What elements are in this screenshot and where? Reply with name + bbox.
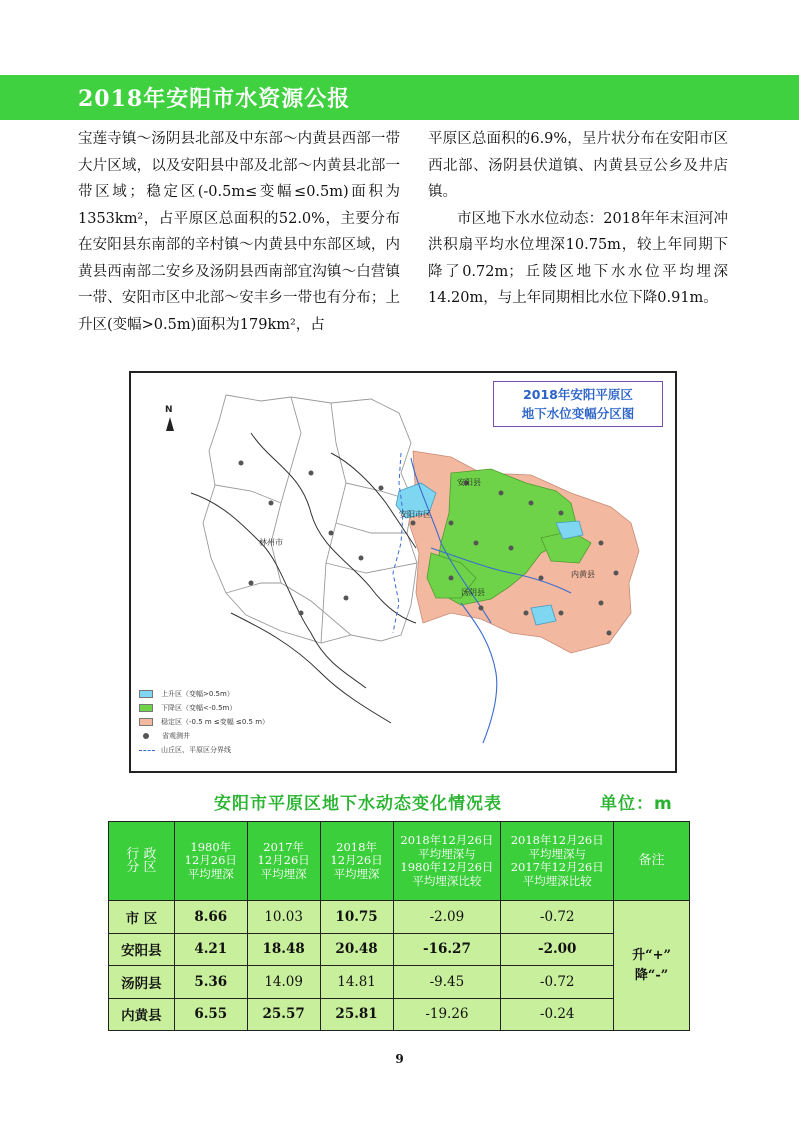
cell-region: 安阳县 bbox=[109, 933, 175, 966]
legend-item-fall bbox=[139, 701, 301, 715]
cell-value: 14.09 bbox=[247, 966, 320, 999]
table-row bbox=[109, 933, 690, 966]
groundwater-map bbox=[129, 371, 677, 773]
cell-value: 8.66 bbox=[174, 901, 247, 934]
cell-value: 14.81 bbox=[320, 966, 393, 999]
page-title: 2018年安阳市水资源公报 bbox=[78, 86, 351, 112]
paragraph: 市区地下水水位动态：2018年年末洹河冲洪积扇平均水位埋深10.75m，较上年同期下降了0.72m；丘陵区地下水水位平均埋深14.20m，与上年同期相比水位下降0.91m。 bbox=[428, 210, 728, 306]
cell-region: 市 区 bbox=[109, 901, 175, 934]
table-row bbox=[109, 901, 690, 934]
legend-item-boundary bbox=[139, 743, 301, 757]
north-arrow-shape bbox=[166, 417, 174, 431]
cell-region: 汤阴县 bbox=[109, 966, 175, 999]
legend-swatch bbox=[139, 718, 153, 726]
table-unit: 单位：m bbox=[600, 794, 673, 814]
cell-value: 25.81 bbox=[320, 998, 393, 1031]
cell-value: -16.27 bbox=[393, 933, 501, 966]
text-column-right bbox=[428, 126, 728, 312]
column-header: 1980年 12月26日 平均埋深 bbox=[174, 822, 247, 901]
remark-line: 降“-” bbox=[634, 967, 669, 983]
table-row bbox=[109, 998, 690, 1031]
cell-value: -2.00 bbox=[501, 933, 614, 966]
cell-value: 10.03 bbox=[247, 901, 320, 934]
cell-value: -9.45 bbox=[393, 966, 501, 999]
cell-value: -0.72 bbox=[501, 966, 614, 999]
column-header: 行 政 分 区 bbox=[109, 822, 175, 901]
table-row bbox=[109, 966, 690, 999]
column-header: 2018年12月26日 平均埋深与 1980年12月26日 平均埋深比较 bbox=[393, 822, 501, 901]
text-column-left bbox=[78, 126, 400, 338]
cell-value: -19.26 bbox=[393, 998, 501, 1031]
legend-label: 山丘区、平原区分界线 bbox=[161, 746, 231, 754]
table-caption: 安阳市平原区地下水动态变化情况表 bbox=[214, 794, 502, 814]
cell-value: 4.21 bbox=[174, 933, 247, 966]
map-title-line: 地下水位变幅分区图 bbox=[521, 406, 635, 421]
remark-line: 升“+” bbox=[632, 947, 671, 963]
cell-region: 内黄县 bbox=[109, 998, 175, 1031]
place-label-anyang-county: 安阳县 bbox=[457, 478, 481, 487]
legend-item-rise bbox=[139, 687, 301, 701]
legend-swatch bbox=[139, 704, 153, 712]
legend-label: 省观测井 bbox=[162, 732, 190, 740]
cell-value: 25.57 bbox=[247, 998, 320, 1031]
place-label-tangyin: 汤阴县 bbox=[461, 588, 485, 597]
legend-item-stable bbox=[139, 715, 301, 729]
legend-swatch bbox=[139, 690, 153, 698]
cell-value: 10.75 bbox=[320, 901, 393, 934]
legend-label: 下降区（变幅<-0.5m） bbox=[161, 704, 237, 712]
cell-value: 18.48 bbox=[247, 933, 320, 966]
cell-value: 20.48 bbox=[320, 933, 393, 966]
column-header: 2018年 12月26日 平均埋深 bbox=[320, 822, 393, 901]
place-label-anyang-city: 安阳市区 bbox=[399, 510, 431, 519]
dashed-line-icon bbox=[139, 750, 155, 751]
table-header-row bbox=[109, 822, 690, 901]
cell-value: -0.24 bbox=[501, 998, 614, 1031]
cell-value: 5.36 bbox=[174, 966, 247, 999]
cell-value: -2.09 bbox=[393, 901, 501, 934]
column-header: 备注 bbox=[614, 822, 690, 901]
column-header: 2017年 12月26日 平均埋深 bbox=[247, 822, 320, 901]
legend-label: 上升区（变幅>0.5m） bbox=[161, 690, 234, 698]
page-number: 9 bbox=[395, 1052, 404, 1066]
place-label-neihuang: 内黄县 bbox=[571, 570, 595, 579]
cell-value: 6.55 bbox=[174, 998, 247, 1031]
north-arrow: N bbox=[165, 405, 173, 415]
legend-item-well bbox=[139, 729, 301, 743]
map-legend bbox=[139, 687, 301, 757]
place-label-linzhou: 林州市 bbox=[259, 538, 283, 547]
map-title-line: 2018年安阳平原区 bbox=[523, 387, 633, 402]
paragraph: 平原区总面积的6.9%，呈片状分布在安阳市区西北部、汤阴县伏道镇、内黄县豆公乡及井店镇。 bbox=[428, 131, 728, 200]
map-title bbox=[493, 381, 663, 427]
legend-label: 稳定区（-0.5 m ≤变幅 ≤0.5 m） bbox=[161, 718, 270, 726]
cell-remark bbox=[614, 901, 690, 1031]
well-dot-icon bbox=[143, 733, 149, 739]
column-header: 2018年12月26日 平均埋深与 2017年12月26日 平均埋深比较 bbox=[501, 822, 614, 901]
paragraph: 宝莲寺镇～汤阴县北部及中东部～内黄县西部一带大片区域，以及安阳县中部及北部～内黄县北部一带区域；稳定区(-0.5m≤变幅≤0.5m)面积为1353km²，占平原区总面积的52.0%，主要分布在安阳县东南部的辛村镇～内黄县中东部区域，内黄县西南部二安乡及汤阴县西南部宜沟镇～白营镇一带、安阳市区中北部～安丰乡一带也有分布；上升区(变幅>0.5m)面积为179km²，占 bbox=[78, 131, 400, 333]
cell-value: -0.72 bbox=[501, 901, 614, 934]
groundwater-table bbox=[108, 821, 690, 1031]
